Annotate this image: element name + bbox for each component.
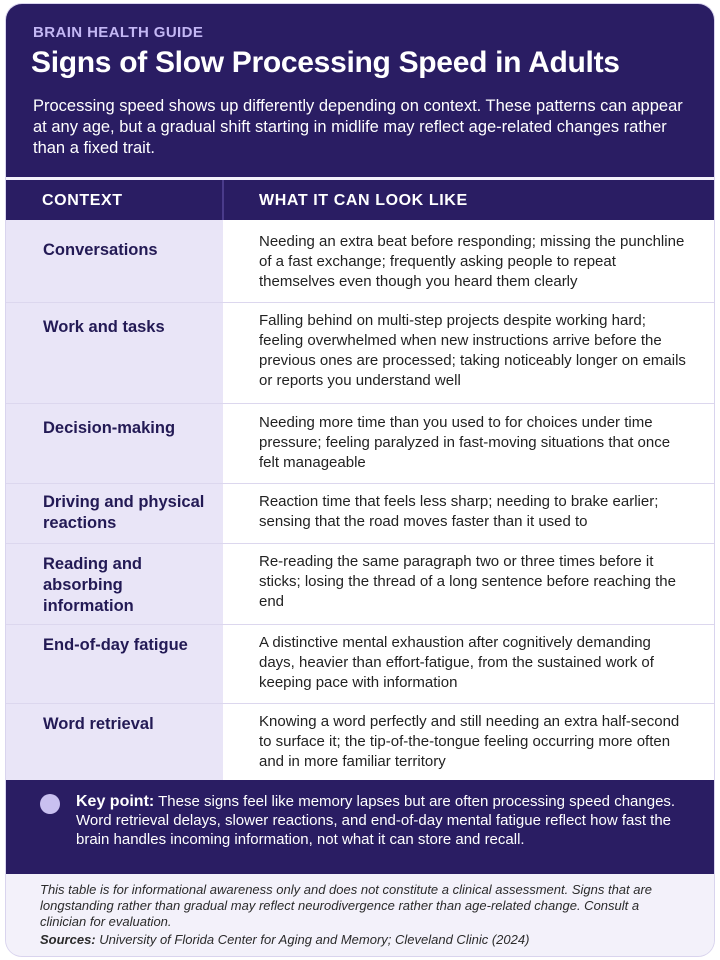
key-point-label: Key point: [76,793,155,810]
header [6,4,714,177]
row-description: Falling behind on multi-step projects despite working hard; feeling overwhelmed when new instructions arrive before the previous ones are processed; taking noticeably longer on emails or reports you understand well [259,312,686,389]
key-point-callout [6,780,714,874]
table-row [6,625,714,704]
row-context: Decision-making [43,419,176,437]
row-description: Reaction time that feels less sharp; needing to brake earlier; sensing that the road moves faster than it used to [259,493,659,530]
row-context: Word retrieval [43,715,154,733]
row-description: A distinctive mental exhaustion after cognitively demanding days, heavier than effort-fatigue, from the sustained work of keeping pace with information [259,634,654,691]
context-cell [6,220,223,302]
key-point-body: These signs feel like memory lapses but are often processing speed changes. Word retrieval delays, slower reactions, and end-of-day mental fatigue reflect how fast the brain handles incoming information, not what it can store and recall. [76,793,676,848]
table-row [6,404,714,484]
row-description: Re-reading the same paragraph two or three times before it sticks; losing the thread of a long sentence before reaching the end [259,553,676,610]
key-point-text [76,792,686,849]
sources-label: Sources: [40,932,96,947]
row-context: Conversations [43,241,158,259]
row-description: Knowing a word perfectly and still needing an extra half-second to surface it; the tip-of-the-tongue feeling occurring more often and in more familiar territory [259,713,680,770]
eyebrow-label: BRAIN HEALTH GUIDE [33,24,204,41]
disclaimer-text: This table is for informational awareness only and does not constitute a clinical assessment. Signs that are longstanding rather than gradual may reflect neurodivergence rather than age-related change. Consult a clinician for evaluation. [40,882,653,929]
context-cell [6,404,223,483]
row-context: Driving and physical reactions [43,493,205,532]
footer [6,874,714,956]
column-divider [222,180,224,220]
table-header [6,180,714,220]
row-context: Work and tasks [43,318,165,336]
sources-line [40,932,680,948]
column-header-context: CONTEXT [42,192,123,209]
table-row [6,484,714,544]
table-row [6,303,714,404]
column-header-description: WHAT IT CAN LOOK LIKE [259,192,468,209]
intro-text: Processing speed shows up differently depending on context. These patterns can appear at any age, but a gradual shift starting in midlife may reflect age-related changes rather than a fixed trait. [33,97,683,157]
row-context: End-of-day fatigue [43,636,188,654]
bullet-dot-icon [40,794,60,814]
row-context: Reading and absorbing information [43,555,143,615]
table-row [6,220,714,303]
guide-card [6,4,714,956]
row-description: Needing more time than you used to for choices under time pressure; feeling paralyzed in fast-moving situations that once felt manageable [259,414,671,471]
sources-text: University of Florida Center for Aging and Memory; Cleveland Clinic (2024) [99,932,530,947]
page-title: Signs of Slow Processing Speed in Adults [31,46,620,79]
row-description: Needing an extra beat before responding; missing the punchline of a fast exchange; frequently asking people to repeat themselves even though you heard them clearly [259,233,685,290]
table-row [6,544,714,625]
table-row [6,704,714,780]
